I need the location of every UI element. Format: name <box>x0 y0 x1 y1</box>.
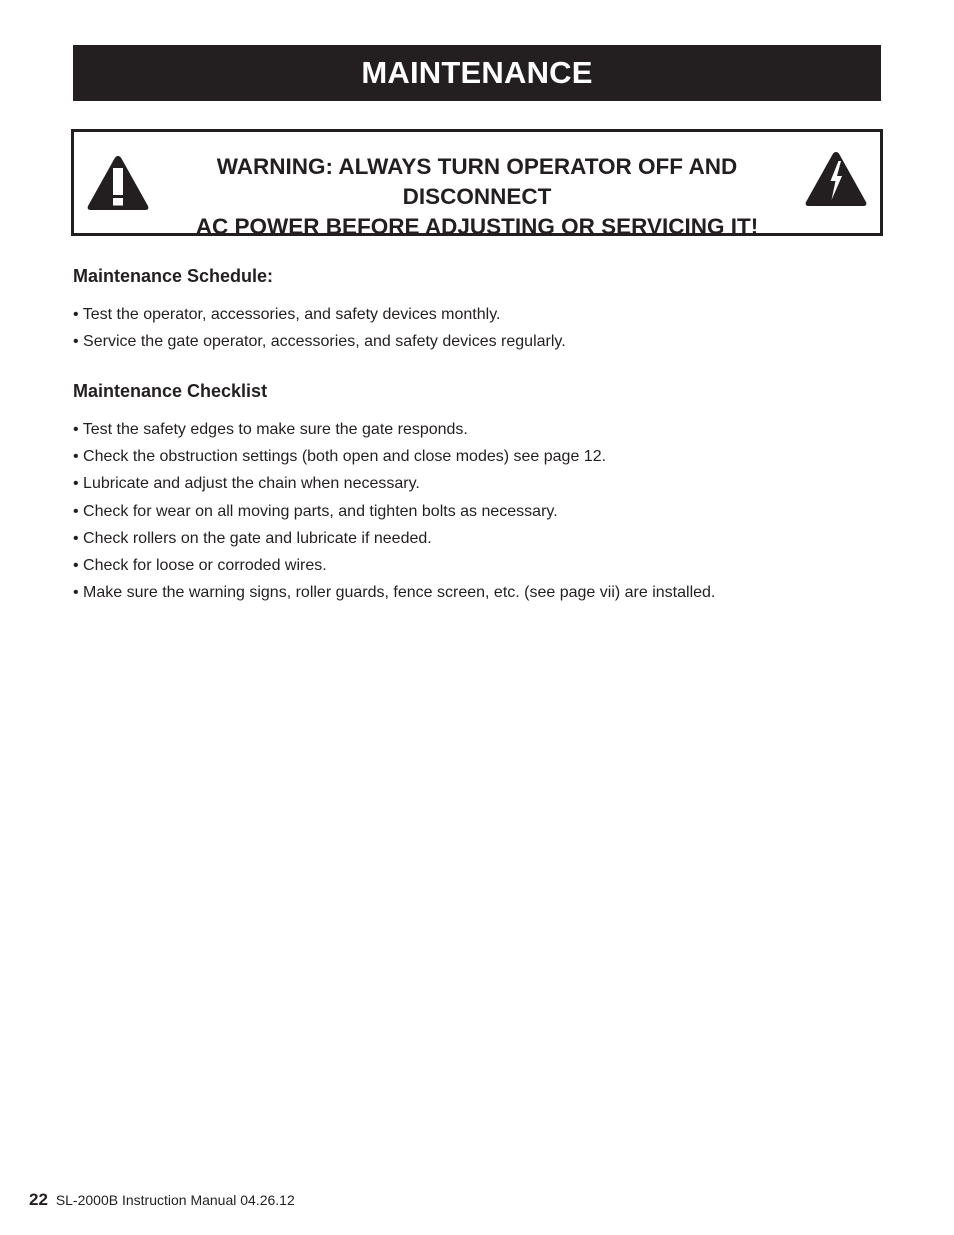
warning-line-2: AC POWER BEFORE ADJUSTING OR SERVICING IT! <box>195 214 759 239</box>
manual-reference: SL-2000B Instruction Manual 04.26.12 <box>55 1192 295 1208</box>
checklist-list <box>73 416 715 606</box>
checklist-heading: Maintenance Checklist <box>73 381 268 401</box>
page-footer <box>29 1190 295 1210</box>
list-item: • Check for loose or corroded wires. <box>73 556 327 574</box>
list-item: • Check rollers on the gate and lubricate if needed. <box>73 529 432 547</box>
list-item: • Check the obstruction settings (both open and close modes) see page 12. <box>73 448 607 466</box>
list-item: • Test the safety edges to make sure the gate responds. <box>73 421 468 438</box>
schedule-list <box>73 301 566 355</box>
warning-box <box>71 129 883 239</box>
warning-line-1: WARNING: ALWAYS TURN OPERATOR OFF AND DISCONNECT <box>216 154 738 209</box>
page-number: 22 <box>29 1190 48 1209</box>
list-item: • Make sure the warning signs, roller guards, fence screen, etc. (see page vii) are installed. <box>73 584 716 602</box>
list-item: • Lubricate and adjust the chain when necessary. <box>73 475 420 493</box>
list-item: • Check for wear on all moving parts, and tighten bolts as necessary. <box>73 502 558 520</box>
section-title-bar <box>73 45 881 101</box>
warning-message <box>144 152 810 242</box>
schedule-heading: Maintenance Schedule: <box>73 266 274 286</box>
page-title: MAINTENANCE <box>361 55 593 90</box>
list-item: • Service the gate operator, accessories, and safety devices regularly. <box>73 333 566 351</box>
list-item: • Test the operator, accessories, and safety devices monthly. <box>73 306 501 323</box>
high-voltage-triangle-icon <box>804 150 868 208</box>
exclamation-triangle-icon <box>86 154 150 212</box>
